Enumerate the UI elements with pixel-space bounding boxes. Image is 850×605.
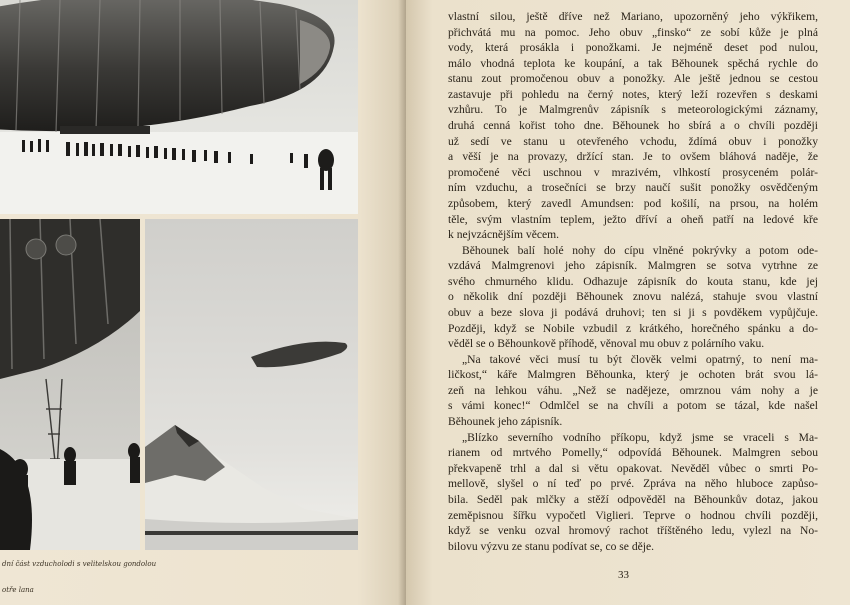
photo-airship-over-snow <box>0 0 358 214</box>
text-line: a věší je na provazy, držící stan. Je to ovšem bláhová naděje, že <box>448 150 818 164</box>
text-line: málo vhodná teplota ke koupání, a tak Běhounek spěchá rychle do <box>448 56 818 70</box>
page-number: 33 <box>618 569 629 581</box>
text-line: překvapeně trhl a dal si větu opakovat. Nevěděl vůbec o smrti Po- <box>448 461 818 475</box>
body-text <box>448 9 818 554</box>
text-line: vody, která prosákla i ponožkami. Je nejméně deset pod nulou, <box>448 41 818 55</box>
text-line: svého chmurného klidu. Odhazuje zápisník do kouta stanu, kde jej <box>448 274 818 288</box>
text-line: Běhounek balí holé nohy do cípu vlněné pokrývky a potom ode- <box>462 243 818 257</box>
text-line: k nejvzácnějším věcem. <box>448 228 560 242</box>
text-line: věděl se o Běhounkově příhodě, věnoval mu obuv z polárního vaku. <box>448 337 765 351</box>
text-line: druhá cenná kořist toho dne. Běhounek ho sbírá a o chvíli později <box>448 119 818 133</box>
text-line: zeměpisnou šířku vypočetl Viglieri. Teprve o hodnou chvíli později, <box>448 508 818 522</box>
text-line: stanu zout promočenou obuv a ponožky. Ale ještě jednou se cestou <box>448 72 818 86</box>
left-page <box>0 0 406 605</box>
text-line: obuv a beze slova ji podává druhovi; ten si ji s povděkem vypůjčuje. <box>448 305 818 319</box>
text-line: ním vzduchu, a trosečníci se brzy naučí sušit ponožky osvědčeným <box>448 181 818 195</box>
text-line: ličkost,“ káře Malmgren Běhounka, který je ochoten brát svou lá- <box>448 368 818 382</box>
text-line: „Na takové věci musí tu být člověk velmi opatrný, to není ma- <box>462 352 818 366</box>
text-line: už sedí ve stanu u otevřeného vchodu, ždímá obuv i ponožky <box>448 134 818 148</box>
photo-airship-gondola-crew <box>0 219 140 550</box>
text-line: zastavuje při pohledu na černý notes, který leží rozevřen s deskami <box>448 87 818 101</box>
right-page <box>406 0 850 605</box>
text-line: o několik dní později Běhounek znovu nalézá, stahuje svou vlastní <box>448 290 818 304</box>
photo-airship-above-peak <box>145 219 358 550</box>
text-line: „Blízko severního vodního příkopu, když jsme se vraceli s Ma- <box>462 430 818 444</box>
photo-caption-bottom: otře lana <box>2 586 34 594</box>
text-line: zeň na lehkou váhu. „Než se nadějeze, omrznou vám nohy a je <box>448 383 818 397</box>
text-line: promočené věci uschnou v mrazivém, vlhkostí prosyceném polár- <box>448 165 818 179</box>
text-line: těle, svým vlastním teplem, ježto dříví a oheň patří na ledové kře <box>448 212 818 226</box>
text-line: způsobem, který zavedl Amundsen: pod košilí, na prsou, na holém <box>448 196 818 210</box>
text-line: vlastní silou, ještě dříve než Mariano, upozorněný jeho výkřikem, <box>448 10 818 23</box>
text-line: s vámi konec!“ Odmlčel se na chvíli a potom se tázal, kde našel <box>448 399 818 413</box>
text-line: vzdává Malmgrenovi jeho zápisník. Malmgren se sotva vytrhne ze <box>448 259 818 273</box>
text-line: Později, když se Nobile vzbudil z krátkého, horečného spánku a do- <box>448 321 818 335</box>
text-line: přichvátá mu na pomoc. Jeho obuv „finsko“ ze sobí kůže je plná <box>448 25 818 39</box>
text-line: mellově, slyšel o ní teď po prvé. Zpráva na něho hluboce zapůso- <box>448 477 818 491</box>
text-line: bilovu výzvu ze stanu podívat se, co se děje. <box>448 539 655 553</box>
text-line: vzhůru. To je Malmgrenův zápisník s meteorologickými záznamy, <box>448 103 818 117</box>
text-line: bila. Seděl pak mlčky a stěží odpověděl na Běhounkův dotaz, jakou <box>448 492 818 506</box>
text-line: Běhounek jeho zápisník. <box>448 415 563 429</box>
text-line: když se venku ozval hromový rachot tříštěného ledu, vylezl na No- <box>448 524 818 538</box>
text-line: rianem od mrtvého Pomelly,“ odpovídá Běhounek. Malmgren sebou <box>448 446 818 460</box>
photo-caption-lower: dní část vzducholodi s velitelskou gondolou <box>2 560 157 568</box>
